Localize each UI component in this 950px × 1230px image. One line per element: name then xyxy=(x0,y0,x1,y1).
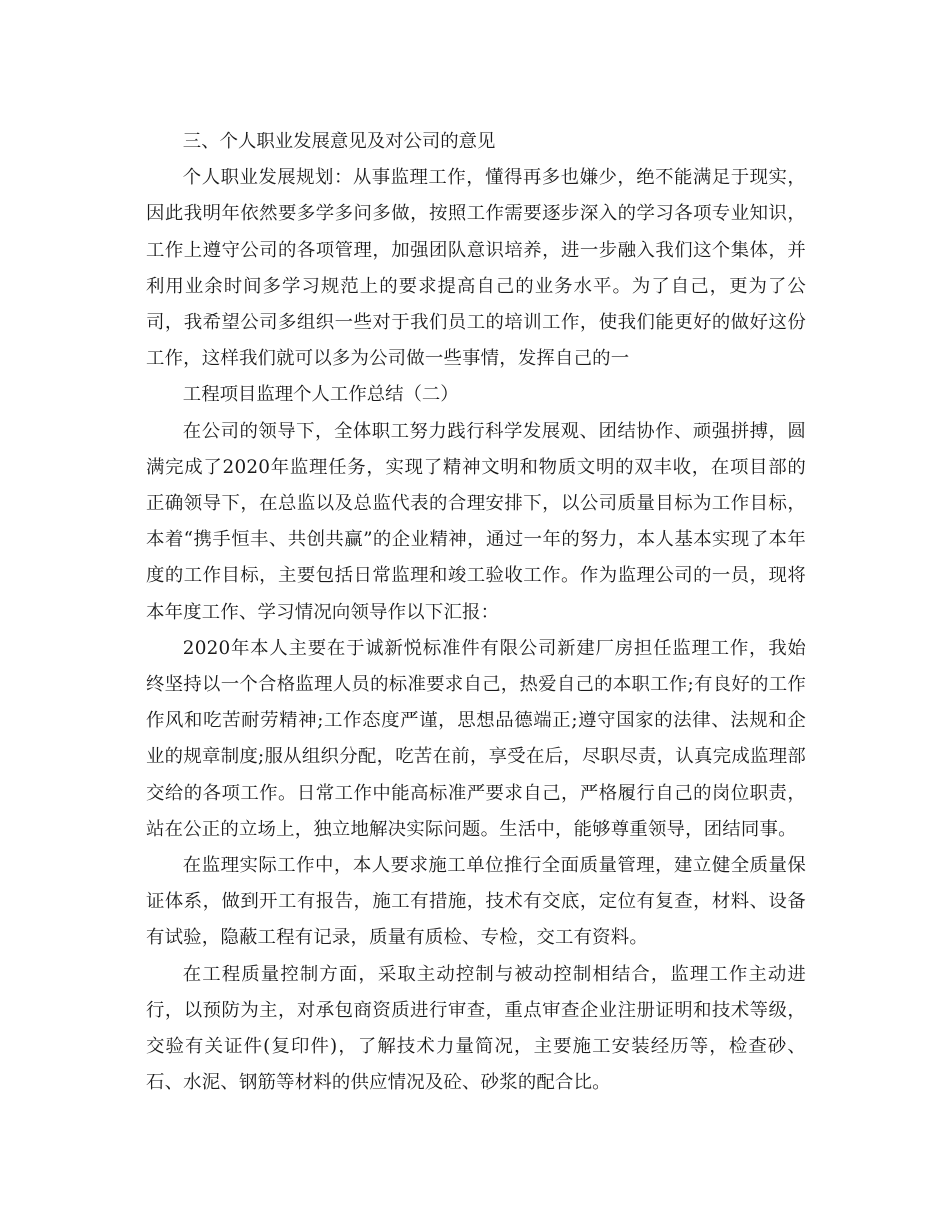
section-heading: 三、个人职业发展意见及对公司的意见 xyxy=(182,131,496,152)
paragraph-career-plan: 个人职业发展规划：从事监理工作，懂得再多也嫌少，绝不能满足于现实，因此我明年依然要多学多问多做，按照工作需要逐步深入的学习各项专业知识，工作上遵守公司的各项管理，加强团队意识培养，进一步融入我们这个集体，并利用业余时间多学习规范上的要求提高自己的业务水平。为了自己，更为了公司，我希望公司多组织一些对于我们员工的培训工作，使我们能更好的做好这份工作，这样我们就可以多为公司做一些事情，发挥自己的一 xyxy=(146,167,806,370)
document-title-2: 工程项目监理个人工作总结（二） xyxy=(182,384,459,406)
paragraph-quality-control: 在工程质量控制方面，采取主动控制与被动控制相结合，监理工作主动进行，以预防为主，对承包商资质进行审查，重点审查企业注册证明和技术等级，交验有关证件(复印件)，了解技术力量简况，主要施工安装经历等，检查砂、石、水泥、钢筋等材料的供应情况及砼、砂浆的配合比。 xyxy=(146,963,806,1094)
document-body xyxy=(146,124,806,1101)
paragraph-annual-summary: 在公司的领导下，全体职工努力践行科学发展观、团结协作、顽强拼搏，圆满完成了2020年监理任务，实现了精神文明和物质文明的双丰收，在项目部的正确领导下，在总监以及总监代表的合理安排下，以公司质量目标为工作目标，本着“携手恒丰、共创共赢”的企业精神，通过一年的努力，本人基本实现了本年度的工作目标，主要包括日常监理和竣工验收工作。作为监理公司的一员，现将本年度工作、学习情况向领导作以下汇报： xyxy=(146,420,806,623)
paragraph-quality-management: 在监理实际工作中，本人要求施工单位推行全面质量管理，建立健全质量保证体系，做到开工有报告，施工有措施，技术有交底，定位有复查，材料、设备有试验，隐蔽工程有记录，质量有质检、专检，交工有资料。 xyxy=(146,855,806,949)
paragraph-work-performance: 2020年本人主要在于诚新悦标准件有限公司新建厂房担任监理工作，我始终坚持以一个合格监理人员的标准要求自己，热爱自己的本职工作;有良好的工作作风和吃苦耐劳精神;工作态度严谨，思想品德端正;遵守国家的法律、法规和企业的规章制度;服从组织分配，吃苦在前，享受在后，尽职尽责，认真完成监理部交给的各项工作。日常工作中能高标准严要求自己，严格履行自己的岗位职责，站在公正的立场上，独立地解决实际问题。生活中，能够尊重领导，团结同事。 xyxy=(146,637,806,840)
